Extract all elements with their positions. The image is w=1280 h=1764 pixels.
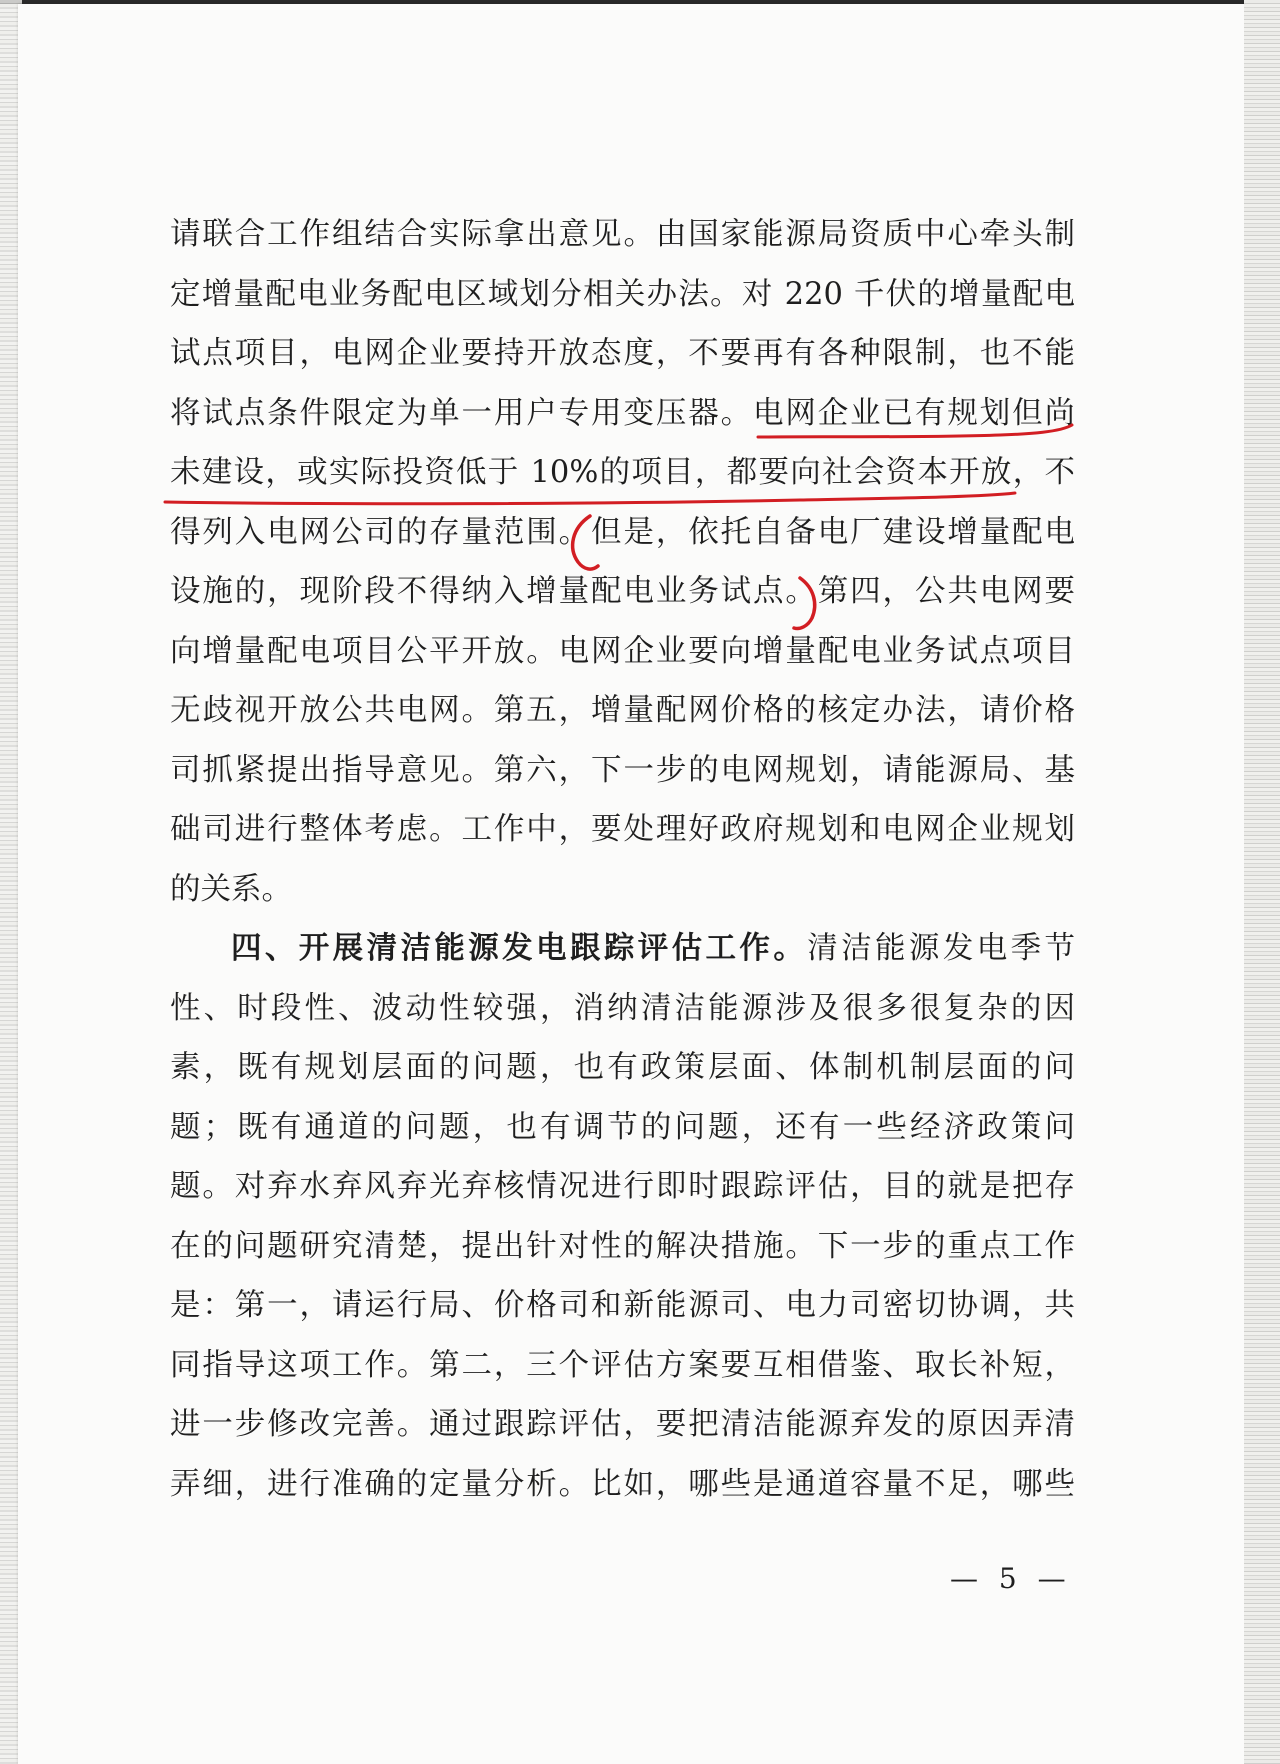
body-line: 设施的，现阶段不得纳入增量配电业务试点。第四，公共电网要 [170,574,1075,609]
body-line: 进一步修改完善。通过跟踪评估，要把清洁能源弃发的原因弄清 [170,1407,1075,1442]
body-line: 弄细，进行准确的定量分析。比如，哪些是通道容量不足，哪些 [170,1466,1075,1502]
body-line: 得列入电网公司的存量范围。但是，依托自备电厂建设增量配电 [170,514,1075,550]
body-line: 同指导这项工作。第二，三个评估方案要互相借鉴、取长补短， [170,1347,1075,1383]
section-heading-line [170,919,1075,979]
body-line: 试点项目，电网企业要持开放态度，不要再有各种限制，也不能 [170,336,1075,371]
body-line: 在的问题研究清楚，提出针对性的解决措施。下一步的重点工作 [170,1228,1075,1264]
body-line: 将试点条件限定为单一用户专用变压器。电网企业已有规划但尚 [170,395,1075,431]
document-body [170,205,1075,1514]
body-line: 定增量配电业务配电区域划分相关办法。对 220 千伏的增量配电 [170,276,1075,312]
body-line: 素，既有规划层面的问题，也有政策层面、体制机制层面的问 [170,1050,1075,1085]
body-line: 未建设，或实际投资低于 10%的项目，都要向社会资本开放，不 [170,455,1075,490]
body-line: 请联合工作组结合实际拿出意见。由国家能源局资质中心牵头制 [170,217,1075,252]
body-line: 础司进行整体考虑。工作中，要处理好政府规划和电网企业规划 [170,812,1075,847]
body-line: 向增量配电项目公平开放。电网企业要向增量配电业务试点项目 [170,633,1075,669]
body-line: 性、时段性、波动性较强，消纳清洁能源涉及很多很复杂的因 [170,990,1075,1026]
body-line: 是：第一，请运行局、价格司和新能源司、电力司密切协调，共 [170,1288,1075,1323]
body-line: 题。对弃水弃风弃光弃核情况进行即时跟踪评估，目的就是把存 [170,1169,1075,1204]
scan-right-margin [1244,0,1280,1764]
section-heading-tail: 清洁能源发电季节 [807,931,1076,966]
section-heading: 四、开展清洁能源发电跟踪评估工作。 [231,931,808,966]
body-line: 题；既有通道的问题，也有调节的问题，还有一些经济政策问 [170,1109,1075,1145]
body-line: 的关系。 [170,871,292,907]
body-line: 无歧视开放公共电网。第五，增量配网价格的核定办法，请价格 [170,693,1075,728]
body-line: 司抓紧提出指导意见。第六，下一步的电网规划，请能源局、基 [170,752,1075,788]
page-number: — 5 — [950,1562,1072,1595]
